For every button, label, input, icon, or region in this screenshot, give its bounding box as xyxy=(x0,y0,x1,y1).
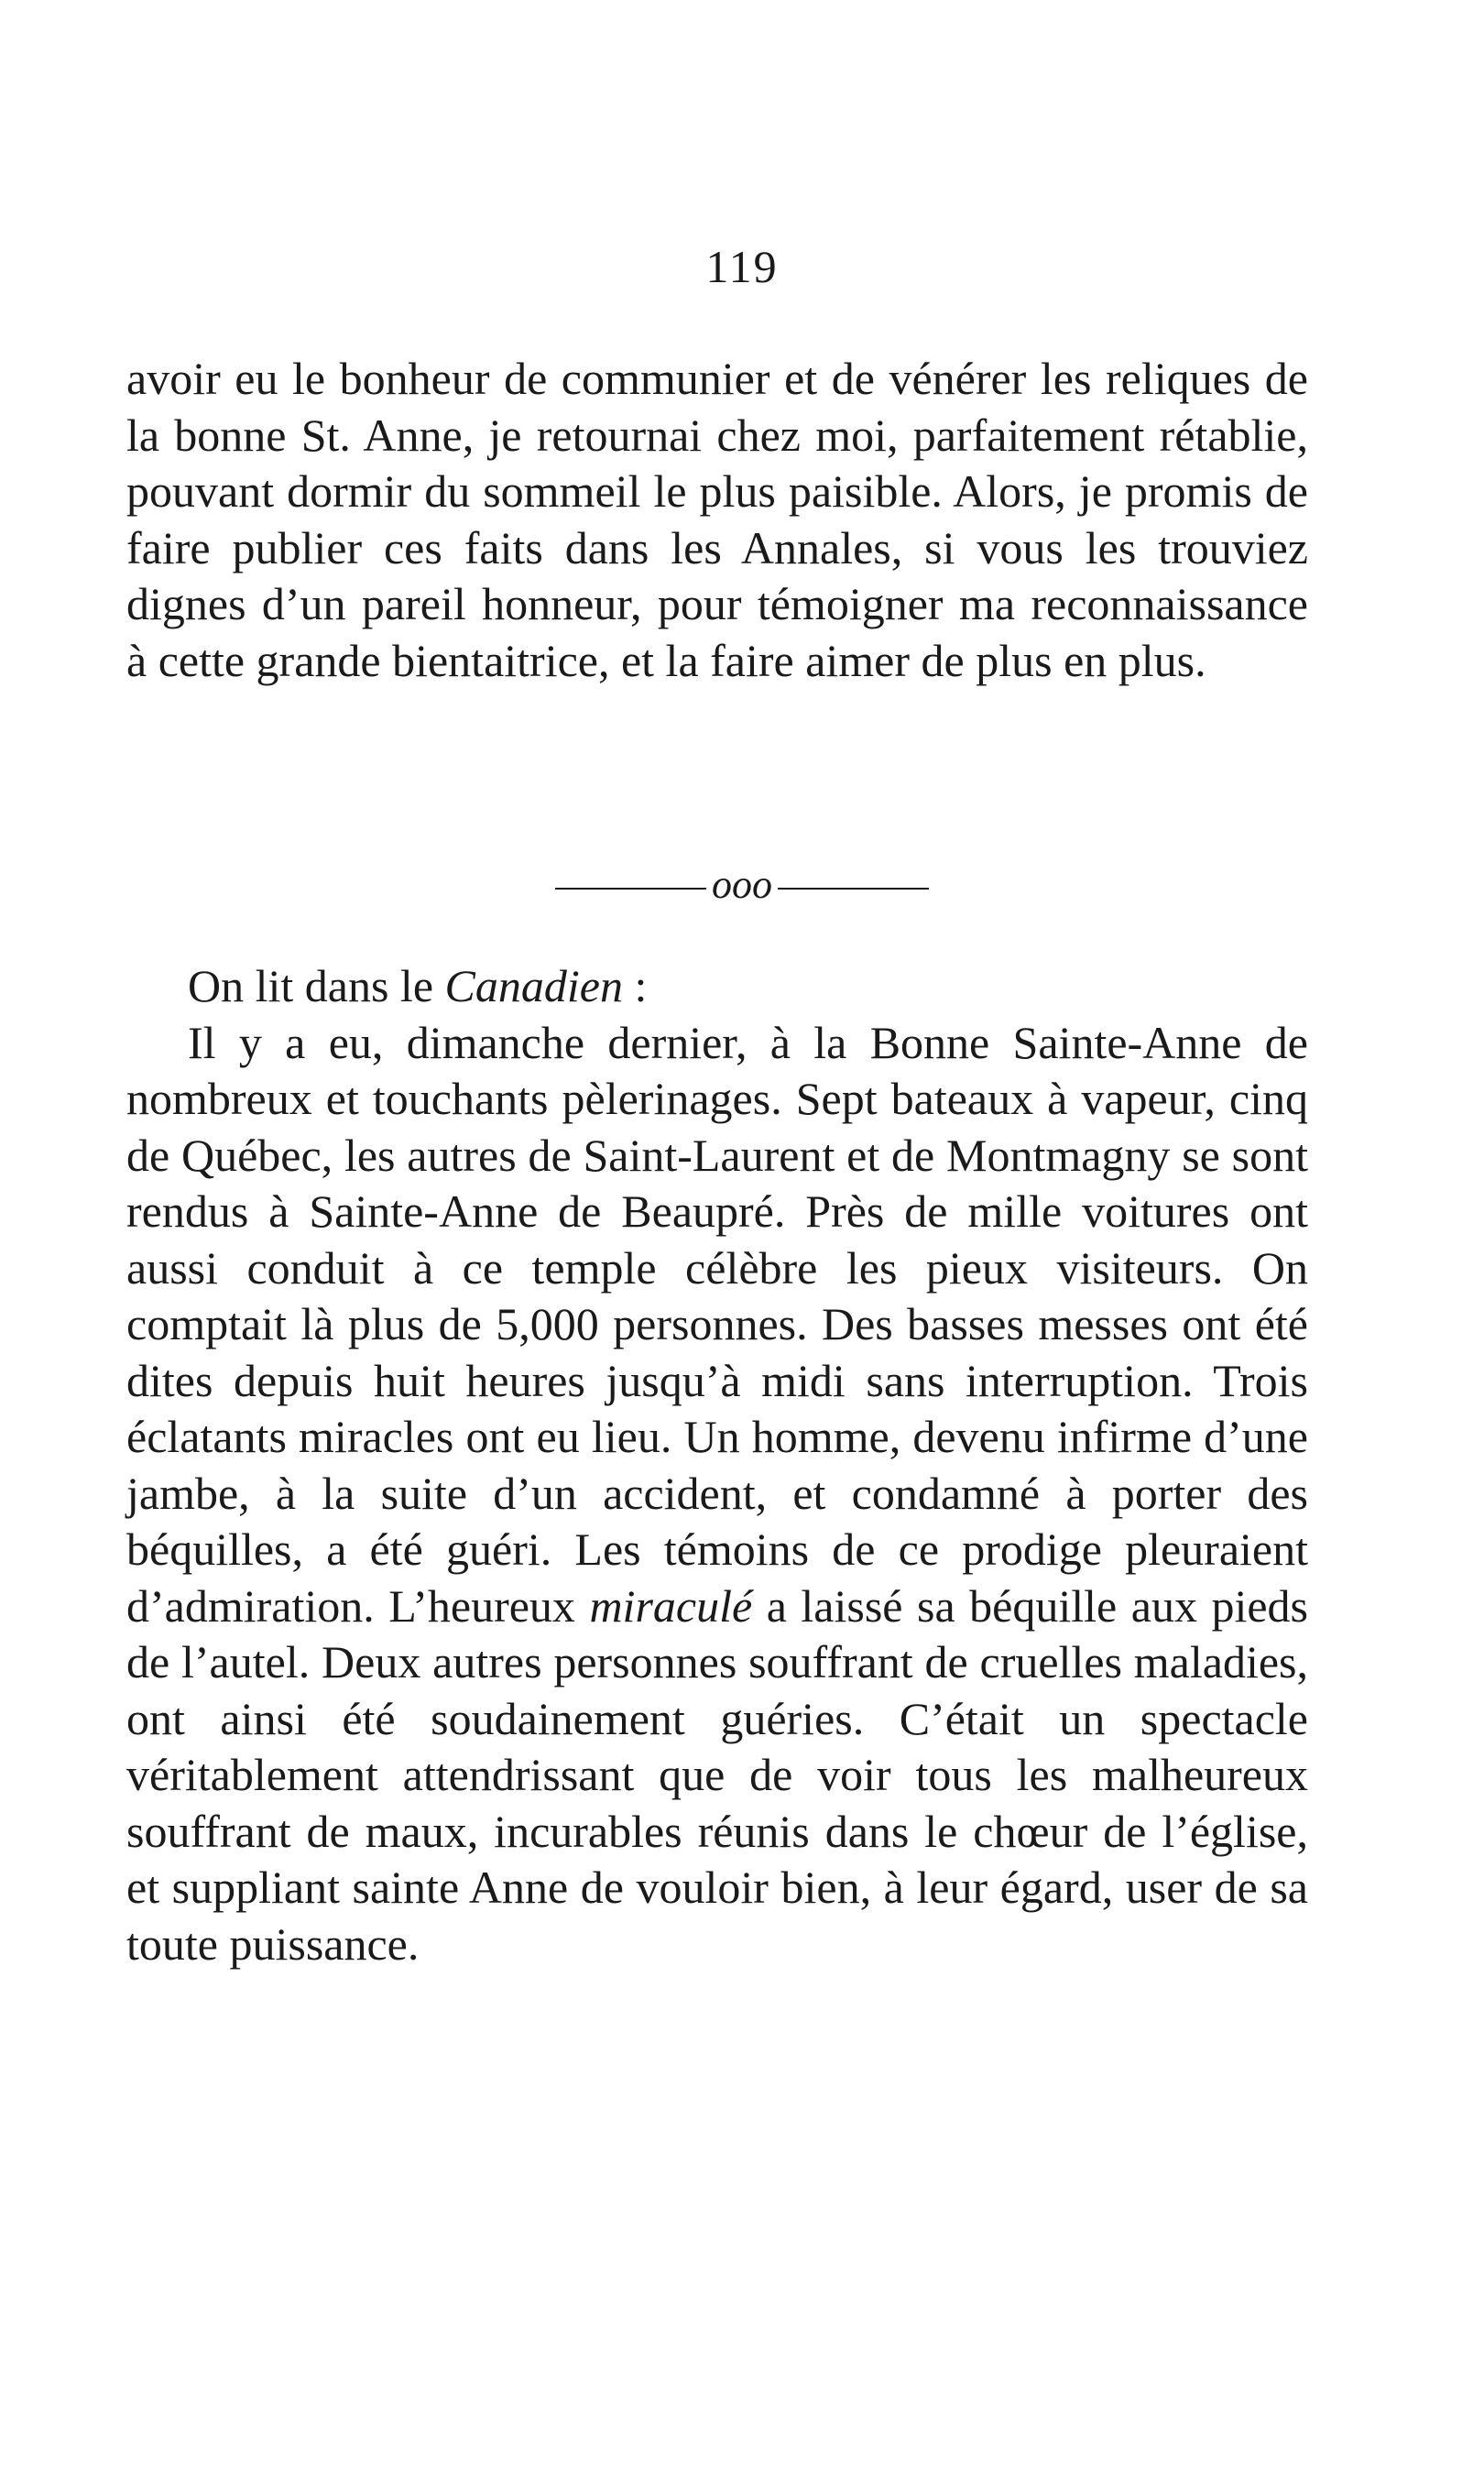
emphasized-word: miraculé xyxy=(589,1579,753,1632)
intro-tail: : xyxy=(622,960,648,1011)
divider-rule-left xyxy=(555,888,706,890)
paragraph-part-2: a laissé sa béquille aux pieds de l’autel. Deux autres personnes souffrant de cruelles maladies, ont ainsi été soudainement guéries. C’était un spectacle véritablement attendrissant que de voir tous les malheureux souffrant de maux, incurables réunis dans le chœur de l’église, et suppliant sainte Anne de vouloir bien, à leur égard, user de sa toute puissance. xyxy=(126,1579,1308,1970)
newspaper-title: Canadien xyxy=(444,960,623,1011)
continued-paragraph xyxy=(126,351,1308,689)
paragraph-text: avoir eu le bonheur de communier et de vénérer les reliques de la bonne St. Anne, je retournai chez moi, parfaitement rétablie, pouvant dormir du sommeil le plus paisible. Alors, je promis de faire publier ces faits dans les Annales, si vous les trouviez dignes d’un pareil honneur, pour témoigner ma reconnaissance à cette grande bientaitrice, et la faire aimer de plus en plus. xyxy=(126,353,1308,686)
divider-ornament: ooo xyxy=(712,862,772,907)
paragraph-part-1: Il y a eu, dimanche dernier, à la Bonne Sainte-Anne de nombreux et touchants pèlerinages. Sept bateaux à vapeur, cinq de Québec, les autres de Saint-Laurent et de Montmagny se sont rendus à Sainte-Anne de Beaupré. Près de mille voitures ont aussi conduit à ce temple célèbre les pieux visiteurs. On comptait là plus de 5,000 personnes. Des basses messes ont été dites depuis huit heures jusqu’à midi sans interruption. Trois éclatants miracles ont eu lieu. Un homme, devenu infirme d’une jambe, à la suite d’un accident, et condamné à porter des béquilles, a été guéri. Les témoins de ce prodige pleuraient d’admiration. L’heureux xyxy=(126,1016,1308,1632)
section-divider xyxy=(0,861,1484,908)
page-number: 119 xyxy=(705,241,779,292)
article-paragraph xyxy=(126,1015,1308,1973)
divider-rule-right xyxy=(778,888,929,890)
intro-lead: On lit dans le xyxy=(188,960,445,1011)
article-intro xyxy=(126,958,1308,1015)
article-block xyxy=(126,958,1308,1972)
